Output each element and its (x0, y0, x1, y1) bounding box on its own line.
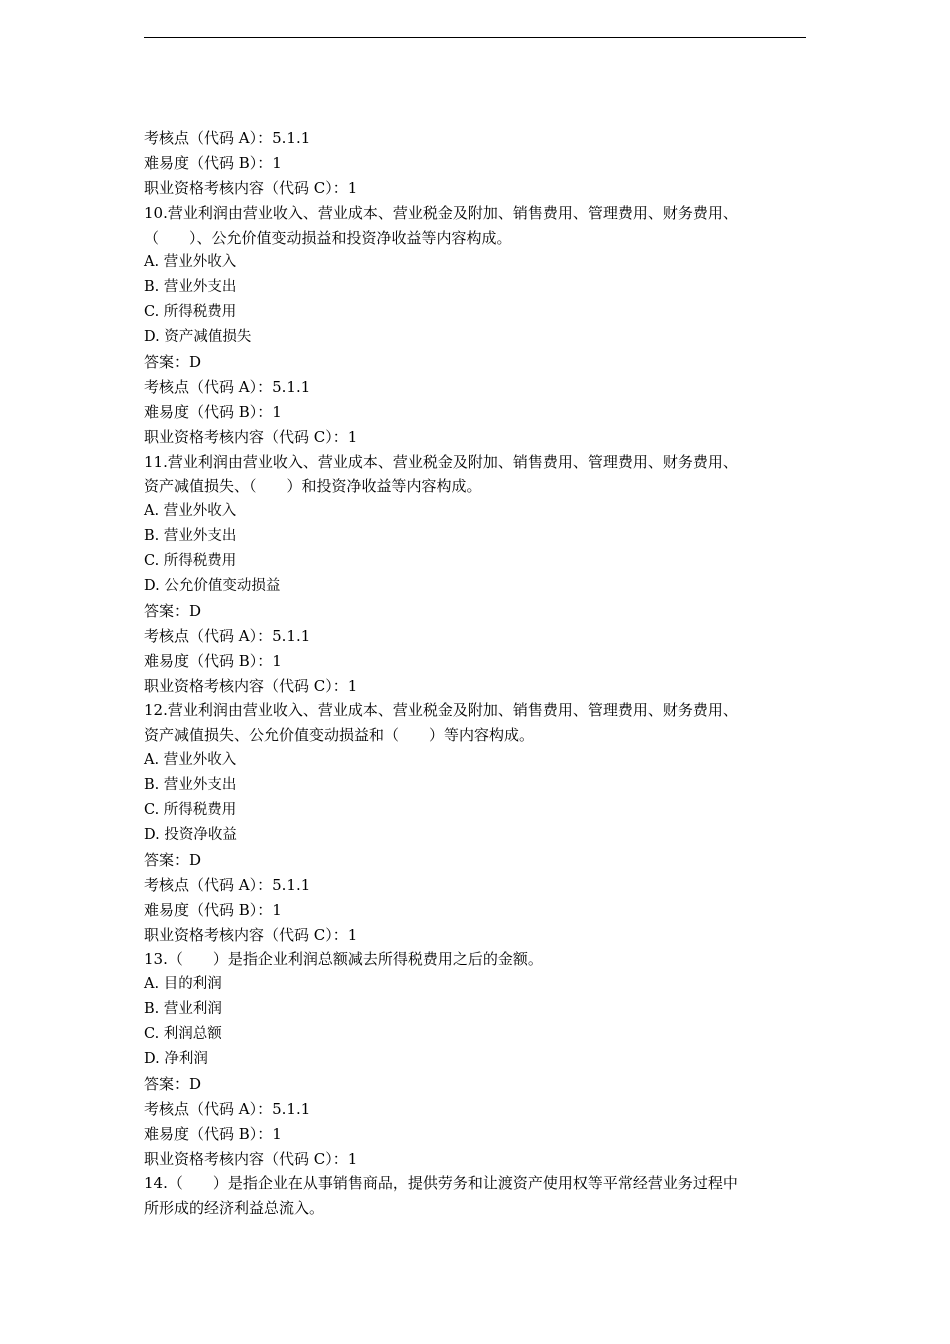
document-body (144, 126, 814, 1221)
option-line: A. 营业外收入 (144, 254, 237, 271)
question-list (144, 201, 814, 1172)
question-stem-line: （ ）、公允价值变动损益和投资净收益等内容构成。 (144, 228, 512, 247)
option-line: D. 投资净收益 (144, 826, 237, 843)
option-line: A. 营业外收入 (144, 503, 237, 520)
meta-line-qualification: 职业资格考核内容（代码 C）：1 (144, 1149, 358, 1168)
meta-line-exam-point: 考核点（代码 A）：5.1.1 (144, 875, 311, 894)
option-line: D. 公允价值变动损益 (144, 578, 281, 595)
meta-line-qualification: 职业资格考核内容（代码 C）：1 (144, 427, 358, 446)
option-line: B. 营业外支出 (144, 279, 237, 296)
question-block (144, 450, 814, 699)
answer-line: 答案：D (144, 353, 202, 372)
meta-line-exam-point: 考核点（代码 A）：5.1.1 (144, 129, 311, 147)
option-line: A. 营业外收入 (144, 752, 237, 769)
meta-line-difficulty: 难易度（代码 B）：1 (144, 900, 282, 919)
option-line: C. 利润总额 (144, 1026, 222, 1043)
meta-line-difficulty: 难易度（代码 B）：1 (144, 651, 282, 670)
meta-line-difficulty: 难易度（代码 B）：1 (144, 153, 282, 172)
question-block (144, 201, 814, 450)
option-line: B. 营业利润 (144, 1001, 222, 1018)
question-stem-line: 13.（ ）是指企业利润总额减去所得税费用之后的金额。 (144, 950, 543, 969)
option-line: B. 营业外支出 (144, 777, 237, 794)
question-stem-line: 资产减值损失、（ ）和投资净收益等内容构成。 (144, 477, 482, 496)
answer-line: 答案：D (144, 850, 202, 869)
question-stem-line: 11.营业利润由营业收入、营业成本、营业税金及附加、销售费用、管理费用、财务费用、 (144, 452, 738, 471)
option-line: D. 净利润 (144, 1050, 208, 1067)
meta-line-exam-point: 考核点（代码 A）：5.1.1 (144, 626, 311, 645)
meta-line-qualification: 职业资格考核内容（代码 C）：1 (144, 178, 358, 197)
question-stem-line: 资产减值损失、公允价值变动损益和（ ）等内容构成。 (144, 726, 535, 745)
answer-line: 答案：D (144, 601, 202, 620)
question-stem-line: 14.（ ）是指企业在从事销售商品，提供劳务和让渡资产使用权等平常经营业务过程中 (144, 1174, 738, 1193)
option-line: C. 所得税费用 (144, 304, 237, 321)
meta-line-exam-point: 考核点（代码 A）：5.1.1 (144, 1099, 311, 1118)
question-block (144, 698, 814, 947)
option-line: A. 目的利润 (144, 976, 222, 993)
meta-line-exam-point: 考核点（代码 A）：5.1.1 (144, 377, 311, 396)
answer-line: 答案：D (144, 1074, 202, 1093)
meta-line-qualification: 职业资格考核内容（代码 C）：1 (144, 925, 358, 944)
meta-line-difficulty: 难易度（代码 B）：1 (144, 1124, 282, 1143)
option-line: C. 所得税费用 (144, 802, 237, 819)
question-stem-line: 所形成的经济利益总流入。 (144, 1199, 325, 1218)
meta-line-difficulty: 难易度（代码 B）：1 (144, 402, 282, 421)
header-meta-block (144, 126, 814, 201)
question-block (144, 947, 814, 1171)
option-line: D. 资产减值损失 (144, 329, 252, 346)
question-stem-line: 12.营业利润由营业收入、营业成本、营业税金及附加、销售费用、管理费用、财务费用、 (144, 701, 738, 720)
option-line: B. 营业外支出 (144, 528, 237, 545)
question-14 (144, 1171, 814, 1221)
meta-line-qualification: 职业资格考核内容（代码 C）：1 (144, 676, 358, 695)
header-rule (144, 37, 806, 38)
option-line: C. 所得税费用 (144, 553, 237, 570)
question-stem-line: 10.营业利润由营业收入、营业成本、营业税金及附加、销售费用、管理费用、财务费用、 (144, 203, 738, 222)
